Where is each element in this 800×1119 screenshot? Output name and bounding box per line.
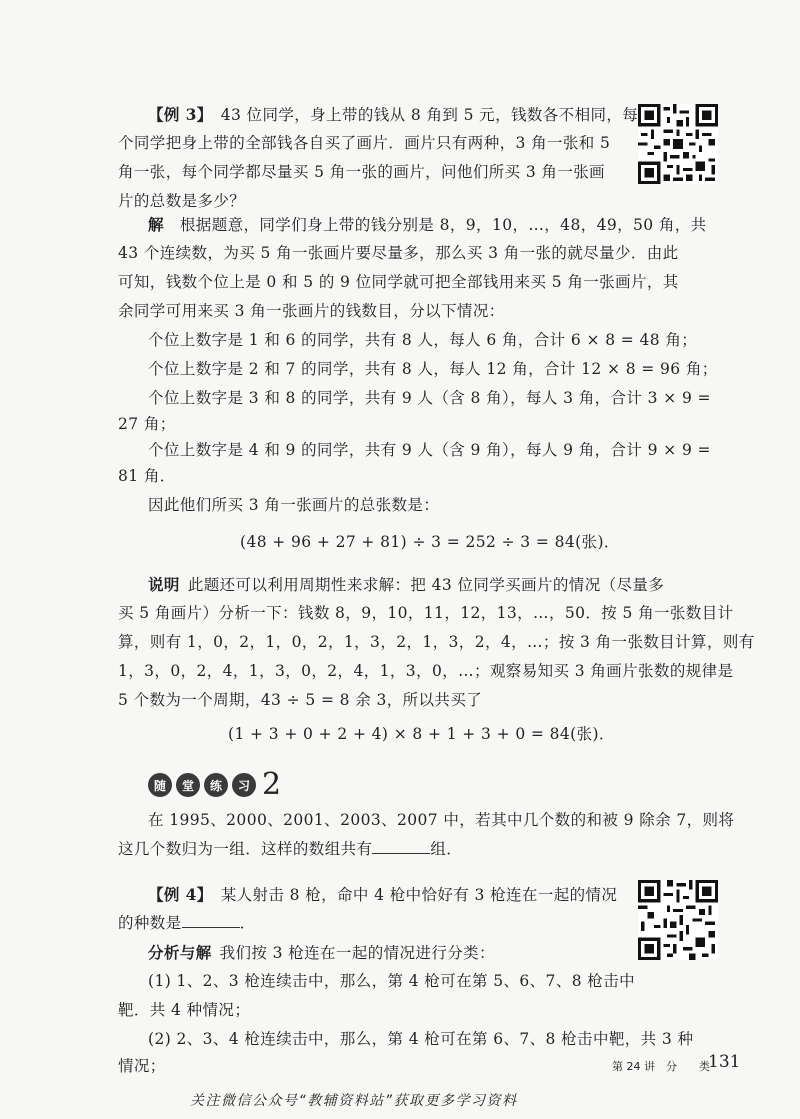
example4-line-6: 情况； [118, 1057, 166, 1075]
qr-code-icon [638, 880, 718, 960]
solution-line-6: 个位上数字是 2 和 7 的同学，共有 8 人，每人 12 角，合计 12 × 8 = 96 角； [148, 360, 718, 378]
solution-line-2: 43 个连续数，为买 5 角一张画片要尽量多，那么买 3 角一张的就尽量少．由此 [118, 244, 679, 262]
qr-code-icon [638, 104, 718, 184]
example4-line-4: 靶．共 4 种情况； [118, 1001, 251, 1019]
practice-heading [148, 767, 282, 802]
example3-label: 【例 3】 [148, 105, 213, 124]
note-line-5: 5 个数为一个周期，43 ÷ 5 = 8 余 3，所以共买了 [118, 691, 483, 709]
example3-line-2: 个同学把身上带的全部钱各自买了画片．画片只有两种，3 角一张和 5 [118, 134, 611, 152]
example3-line-1: 【例 3】 43 位同学，身上带的钱从 8 角到 5 元，钱数各不相同，每 [148, 105, 639, 124]
solution-line-7: 个位上数字是 3 和 8 的同学，共有 9 人（含 8 角），每人 3 角，合计 3 × 9 = [148, 389, 711, 407]
solution-line-4: 余同学可用来买 3 角一张画片的钱数目，分以下情况： [118, 302, 505, 320]
chapter-label: 第 24 讲 分 类 [612, 1060, 710, 1073]
solution-line-11: 因此他们所买 3 角一张画片的总张数是： [148, 496, 440, 514]
note-label: 说明 [148, 575, 180, 594]
practice-char-4: 习 [232, 773, 256, 797]
solution-line-8: 27 角； [118, 415, 176, 433]
solution-line-9: 个位上数字是 4 和 9 的同学，共有 9 人（含 9 角），每人 9 角，合计 9 × 9 = [148, 441, 711, 459]
example3-line-4: 片的总数是多少？ [118, 192, 246, 210]
example4-line-5: (2) 2、3、4 枪连续击中，那么，第 4 枪可在第 6、7、8 枪击中靶，共 3 种 [148, 1030, 694, 1048]
example4-line-1: 【例 4】 某人射击 8 枪，命中 4 枪中恰好有 3 枪连在一起的情况 [148, 885, 618, 904]
practice-char-2: 堂 [176, 773, 200, 797]
practice-char-3: 练 [204, 773, 228, 797]
practice-line-2: 这几个数归为一组．这样的数组共有 组． [118, 840, 463, 858]
note-line-1: 说明 此题还可以利用周期性来求解：把 43 位同学买画片的情况（尽量多 [148, 575, 665, 594]
practice-line-1: 在 1995、2000、2001、2003、2007 中，若其中几个数的和被 9 除余 7，则将 [148, 811, 735, 829]
example4-analysis: 分析与解 我们按 3 枪连在一起的情况进行分类： [148, 943, 495, 962]
note-line-2: 买 5 角画片）分析一下：钱数 8，9，10，11，12，13，…，50．按 5 角一张数目计 [118, 604, 734, 622]
example4-label: 【例 4】 [148, 885, 213, 904]
page-number: 131 [708, 1052, 741, 1072]
solution-line-10: 81 角． [118, 467, 176, 485]
note-line-4: 1，3，0，2，4，1，3，0，2，4，1，3，0，…；观察易知买 3 角画片张数的规律是 [118, 662, 734, 680]
answer-blank[interactable] [372, 839, 430, 854]
example4-line-3: (1) 1、2、3 枪连续击中，那么，第 4 枪可在第 5、6、7、8 枪击中 [148, 972, 636, 990]
example4-line-2: 的种数是 ． [118, 914, 256, 932]
answer-blank[interactable] [182, 913, 240, 928]
solution-label: 解 [148, 215, 164, 234]
solution-line-5: 个位上数字是 1 和 6 的同学，共有 8 人，每人 6 角，合计 6 × 8 = 48 角； [148, 331, 698, 349]
example3-line-3: 角一张，每个同学都尽量买 5 角一张的画片，问他们所买 3 角一张画 [118, 163, 606, 181]
note-line-3: 算，则有 1，0，2，1，0，2，1，3，2，1，3，2，4，…；按 3 角一张数目计算，则有 [118, 633, 755, 651]
analysis-label: 分析与解 [148, 943, 212, 962]
practice-char-1: 随 [148, 773, 172, 797]
bottom-watermark-text: 关注微信公众号“教辅资料站”获取更多学习资料 [190, 1093, 518, 1109]
solution-formula: (48 + 96 + 27 + 81) ÷ 3 = 252 ÷ 3 = 84(张)． [240, 533, 620, 551]
solution-line-1: 解 根据题意，同学们身上带的钱分别是 8，9，10，…，48，49，50 角，共 [148, 215, 707, 234]
note-formula: (1 + 3 + 0 + 2 + 4) × 8 + 1 + 3 + 0 = 84(张)． [228, 725, 615, 743]
solution-line-3: 可知，钱数个位上是 0 和 5 的 9 位同学就可把全部钱用来买 5 角一张画片，其 [118, 273, 679, 291]
practice-number: 2 [262, 767, 282, 802]
